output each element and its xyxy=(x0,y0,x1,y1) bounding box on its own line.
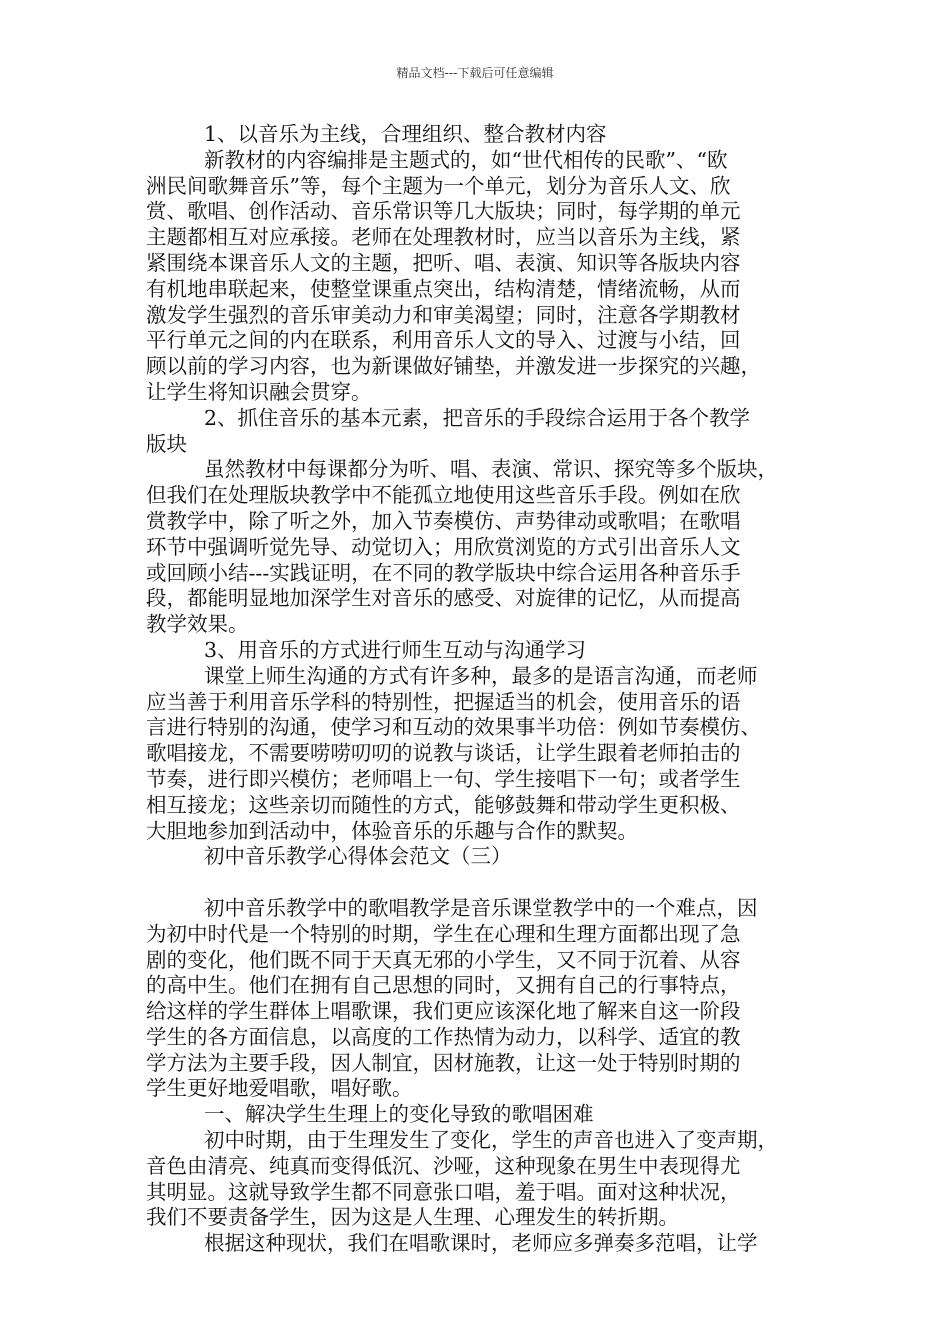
text-line: 为初中时代是一个特别的时期，学生在心理和生理方面都出现了急 xyxy=(146,921,741,946)
text-line: 或回顾小结---实践证明，在不同的教学版块中综合运用各种音乐手 xyxy=(146,560,741,585)
text-line: 2、抓住音乐的基本元素，把音乐的手段综合运用于各个教学 xyxy=(204,405,751,430)
text-line: 虽然教材中每课都分为听、唱、表演、常识、探究等多个版块， xyxy=(204,457,778,482)
document-body xyxy=(146,122,818,1257)
text-line: 学方法为主要手段，因人制宜，因材施教，让这一处于特别时期的 xyxy=(146,1050,741,1075)
text-line: 环节中强调听觉先导、动觉切入；用欣赏浏览的方式引出音乐人文 xyxy=(146,534,741,559)
text-line: 初中音乐教学心得体会范文（三） xyxy=(204,844,512,869)
text-line: 教学效果。 xyxy=(146,612,249,637)
text-line: 应当善于利用音乐学科的特别性，把握适当的机会，使用音乐的语 xyxy=(146,689,741,714)
text-line: 初中音乐教学中的歌唱教学是音乐课堂教学中的一个难点，因 xyxy=(204,895,758,920)
text-line: 音色由清亮、纯真而变得低沉、沙哑，这种现象在男生中表现得尤 xyxy=(146,1153,741,1178)
text-line: 根据这种现状，我们在唱歌课时，老师应多弹奏多范唱，让学 xyxy=(204,1231,758,1256)
text-line: 歌唱接龙，不需要唠唠叨叨的说教与谈话，让学生跟着老师拍击的 xyxy=(146,741,741,766)
text-line: 我们不要责备学生，因为这是人生理、心理发生的转折期。 xyxy=(146,1205,679,1230)
text-line: 3、用音乐的方式进行师生互动与沟通学习 xyxy=(204,637,587,662)
text-line: 一、解决学生生理上的变化导致的歌唱困难 xyxy=(204,1102,594,1127)
text-line: 学生的各方面信息，以高度的工作热情为动力，以科学、适宜的教 xyxy=(146,1024,741,1049)
text-line: 1、以音乐为主线，合理组织、整合教材内容 xyxy=(204,122,607,146)
text-line: 洲民间歌舞音乐”等，每个主题为一个单元，划分为音乐人文、欣 xyxy=(146,173,731,198)
text-line: 顾以前的学习内容，也为新课做好铺垫，并激发进一步探究的兴趣， xyxy=(146,354,761,379)
text-line: 有机地串联起来，使整堂课重点突出，结构清楚，情绪流畅，从而 xyxy=(146,276,741,301)
text-line: 新教材的内容编排是主题式的，如“世代相传的民歌”、“欧 xyxy=(204,147,728,172)
text-line: 大胆地参加到活动中，体验音乐的乐趣与合作的默契。 xyxy=(146,818,638,843)
text-line: 的高中生。他们在拥有自己思想的同时，又拥有自己的行事特点， xyxy=(146,973,741,998)
text-line: 其明显。这就导致学生都不同意张口唱，羞于唱。面对这种状况， xyxy=(146,1179,741,1204)
blank-line xyxy=(146,870,818,896)
text-line: 言进行特别的沟通，使学习和互动的效果事半功倍：例如节奏模仿、 xyxy=(146,715,761,740)
text-line: 课堂上师生沟通的方式有许多种，最多的是语言沟通，而老师 xyxy=(204,663,758,688)
text-line: 给这样的学生群体上唱歌课，我们更应该深化地了解来自这一阶段 xyxy=(146,999,741,1024)
text-line: 初中时期，由于生理发生了变化，学生的声音也进入了变声期， xyxy=(204,1128,778,1153)
text-line: 激发学生强烈的音乐审美动力和审美渴望；同时，注意各学期教材 xyxy=(146,302,741,327)
text-line: 紧围绕本课音乐人文的主题，把听、唱、表演、知识等各版块内容 xyxy=(146,250,741,275)
text-line: 学生更好地爱唱歌，唱好歌。 xyxy=(146,1076,413,1101)
text-line: 赏教学中，除了听之外，加入节奏模仿、声势律动或歌唱；在歌唱 xyxy=(146,508,741,533)
text-line: 剧的变化，他们既不同于天真无邪的小学生，又不同于沉着、从容 xyxy=(146,947,741,972)
text-line: 节奏，进行即兴模仿；老师唱上一句、学生接唱下一句；或者学生 xyxy=(146,766,741,791)
text-line: 赏、歌唱、创作活动、音乐常识等几大版块；同时，每学期的单元 xyxy=(146,199,741,224)
text-line: 但我们在处理版块教学中不能孤立地使用这些音乐手段。例如在欣 xyxy=(146,483,741,508)
text-line: 相互接龙；这些亲切而随性的方式，能够鼓舞和带动学生更积极、 xyxy=(146,792,741,817)
text-line: 让学生将知识融会贯穿。 xyxy=(146,379,372,404)
text-line: 平行单元之间的内在联系，利用音乐人文的导入、过渡与小结，回 xyxy=(146,328,741,353)
text-line: 主题都相互对应承接。老师在处理教材时，应当以音乐为主线，紧 xyxy=(146,225,741,250)
text-line: 版块 xyxy=(146,431,187,456)
page-header: 精品文档---下载后可任意编辑 xyxy=(396,66,554,80)
text-line: 段，都能明显地加深学生对音乐的感受、对旋律的记忆，从而提高 xyxy=(146,586,741,611)
